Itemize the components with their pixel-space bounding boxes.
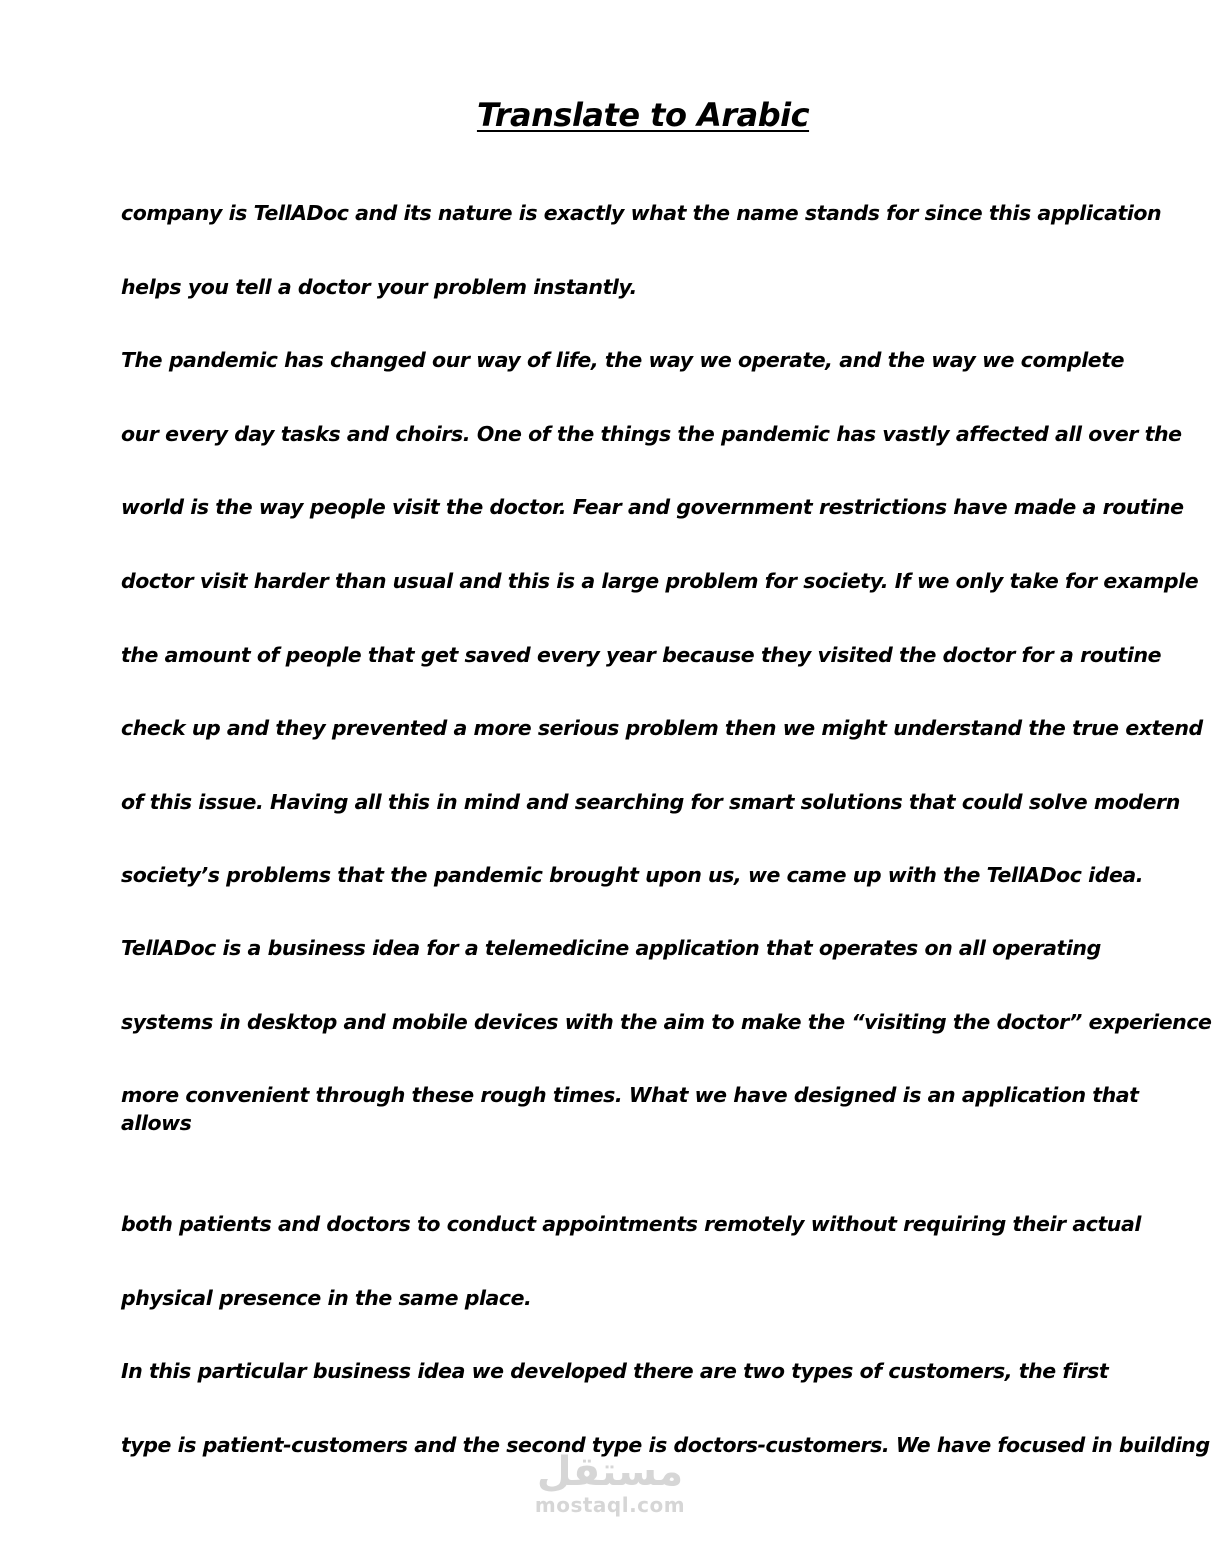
paragraph-line: both patients and doctors to conduct appointments remotely without requiring their actual [121, 1212, 1141, 1236]
paragraph-line: of this issue. Having all this in mind and searching for smart solutions that could solve modern [121, 790, 1180, 814]
paragraph-line: company is TellADoc and its nature is exactly what the name stands for since this application [121, 201, 1162, 225]
paragraph-line: the amount of people that get saved every year because they visited the doctor for a routine [121, 643, 1162, 667]
paragraph-line: physical presence in the same place. [121, 1286, 532, 1310]
paragraph-line: type is patient-customers and the second type is doctors-customers. We have focused in building [121, 1433, 1210, 1457]
paragraph-line: doctor visit harder than usual and this is a large problem for society. If we only take for example [121, 569, 1199, 593]
document-title: Translate to Arabic [476, 96, 810, 134]
paragraph-line: our every day tasks and choirs. One of the things the pandemic has vastly affected all over the [121, 422, 1182, 446]
paragraph-line: check up and they prevented a more serious problem then we might understand the true extend [121, 716, 1203, 740]
watermark-latin-text: mostaql.com [534, 1493, 686, 1517]
watermark-arabic-text: مستقل [536, 1449, 684, 1495]
paragraph-line: systems in desktop and mobile devices with the aim to make the “visiting the doctor” experience [121, 1010, 1212, 1034]
paragraph-line: The pandemic has changed our way of life, the way we operate, and the way we complete [121, 348, 1125, 372]
paragraph-line: more convenient through these rough times. What we have designed is an application that [121, 1083, 1139, 1107]
paragraph-line: society’s problems that the pandemic brought upon us, we came up with the TellADoc idea. [121, 863, 1144, 887]
paragraph-line: In this particular business idea we developed there are two types of customers, the first [121, 1359, 1109, 1383]
paragraph-line: TellADoc is a business idea for a telemedicine application that operates on all operating [121, 936, 1101, 960]
mostaql-watermark [520, 1450, 700, 1516]
paragraph-line: helps you tell a doctor your problem instantly. [121, 275, 637, 299]
paragraph-line: world is the way people visit the doctor. Fear and government restrictions have made a routine [121, 495, 1184, 519]
paragraph-line: allows [121, 1111, 192, 1135]
